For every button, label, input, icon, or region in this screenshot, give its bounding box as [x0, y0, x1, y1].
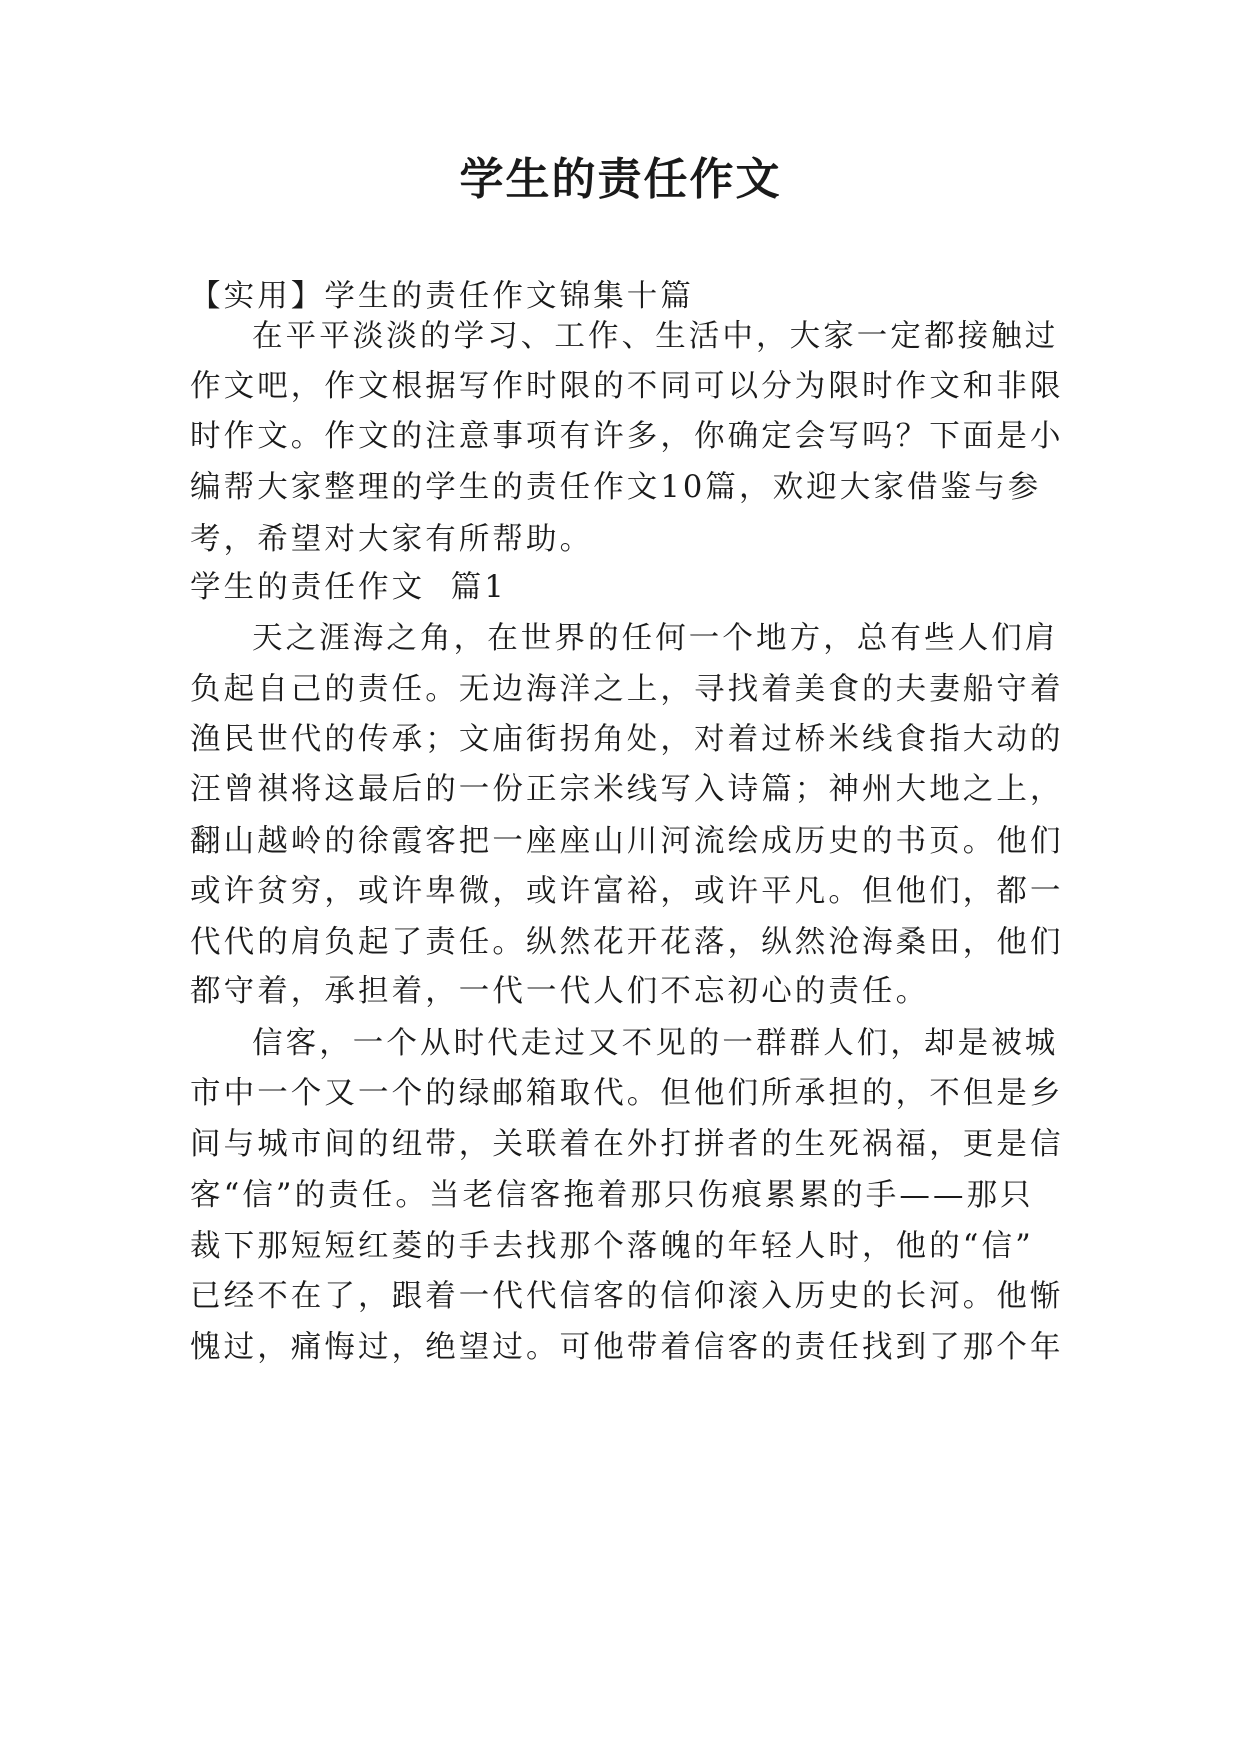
paragraph-line: 翻山越岭的徐霞客把一座座山川河流绘成历史的书页。他们: [190, 824, 1064, 859]
paragraph-line: 或许贫穷，或许卑微，或许富裕，或许平凡。但他们，都一: [190, 874, 1064, 909]
paragraph-line: 代代的肩负起了责任。纵然花开花落，纵然沧海桑田，他们: [190, 925, 1064, 960]
paragraph-line: 信客，一个从时代走过又不见的一群群人们，却是被城: [252, 1026, 1059, 1061]
paragraph-line: 天之涯海之角，在世界的任何一个地方，总有些人们肩: [252, 621, 1059, 656]
document-subtitle: 【实用】学生的责任作文锦集十篇: [190, 279, 694, 314]
paragraph-line: 在平平淡淡的学习、工作、生活中，大家一定都接触过: [252, 319, 1059, 354]
paragraph-line: 渔民世代的传承；文庙街拐角处，对着过桥米线食指大动的: [190, 722, 1064, 757]
paragraph-line: 考，希望对大家有所帮助。: [190, 522, 594, 557]
paragraph-line: 编帮大家整理的学生的责任作文10篇，欢迎大家借鉴与参: [190, 470, 1042, 505]
paragraph-line: 间与城市间的纽带，关联着在外打拼者的生死祸福，更是信: [190, 1127, 1064, 1162]
section-heading: 学生的责任作文 篇1: [190, 570, 507, 605]
document-title: 学生的责任作文: [459, 154, 782, 205]
paragraph-line: 裁下那短短红菱的手去找那个落魄的年轻人时，他的“信”: [190, 1229, 1034, 1264]
paragraph-line: 都守着，承担着，一代一代人们不忘初心的责任。: [190, 974, 930, 1009]
paragraph-line: 客“信”的责任。当老信客拖着那只伤痕累累的手——那只: [190, 1178, 1034, 1213]
paragraph-line: 作文吧，作文根据写作时限的不同可以分为限时作文和非限: [190, 369, 1064, 404]
paragraph-line: 已经不在了，跟着一代代信客的信仰滚入历史的长河。他惭: [190, 1279, 1064, 1314]
paragraph-line: 时作文。作文的注意事项有许多，你确定会写吗？下面是小: [190, 419, 1064, 454]
paragraph-line: 负起自己的责任。无边海洋之上，寻找着美食的夫妻船守着: [190, 672, 1064, 707]
paragraph-line: 市中一个又一个的绿邮箱取代。但他们所承担的，不但是乡: [190, 1076, 1064, 1111]
paragraph-line: 汪曾祺将这最后的一份正宗米线写入诗篇；神州大地之上，: [190, 772, 1064, 807]
paragraph-line: 愧过，痛悔过，绝望过。可他带着信客的责任找到了那个年: [190, 1330, 1064, 1365]
